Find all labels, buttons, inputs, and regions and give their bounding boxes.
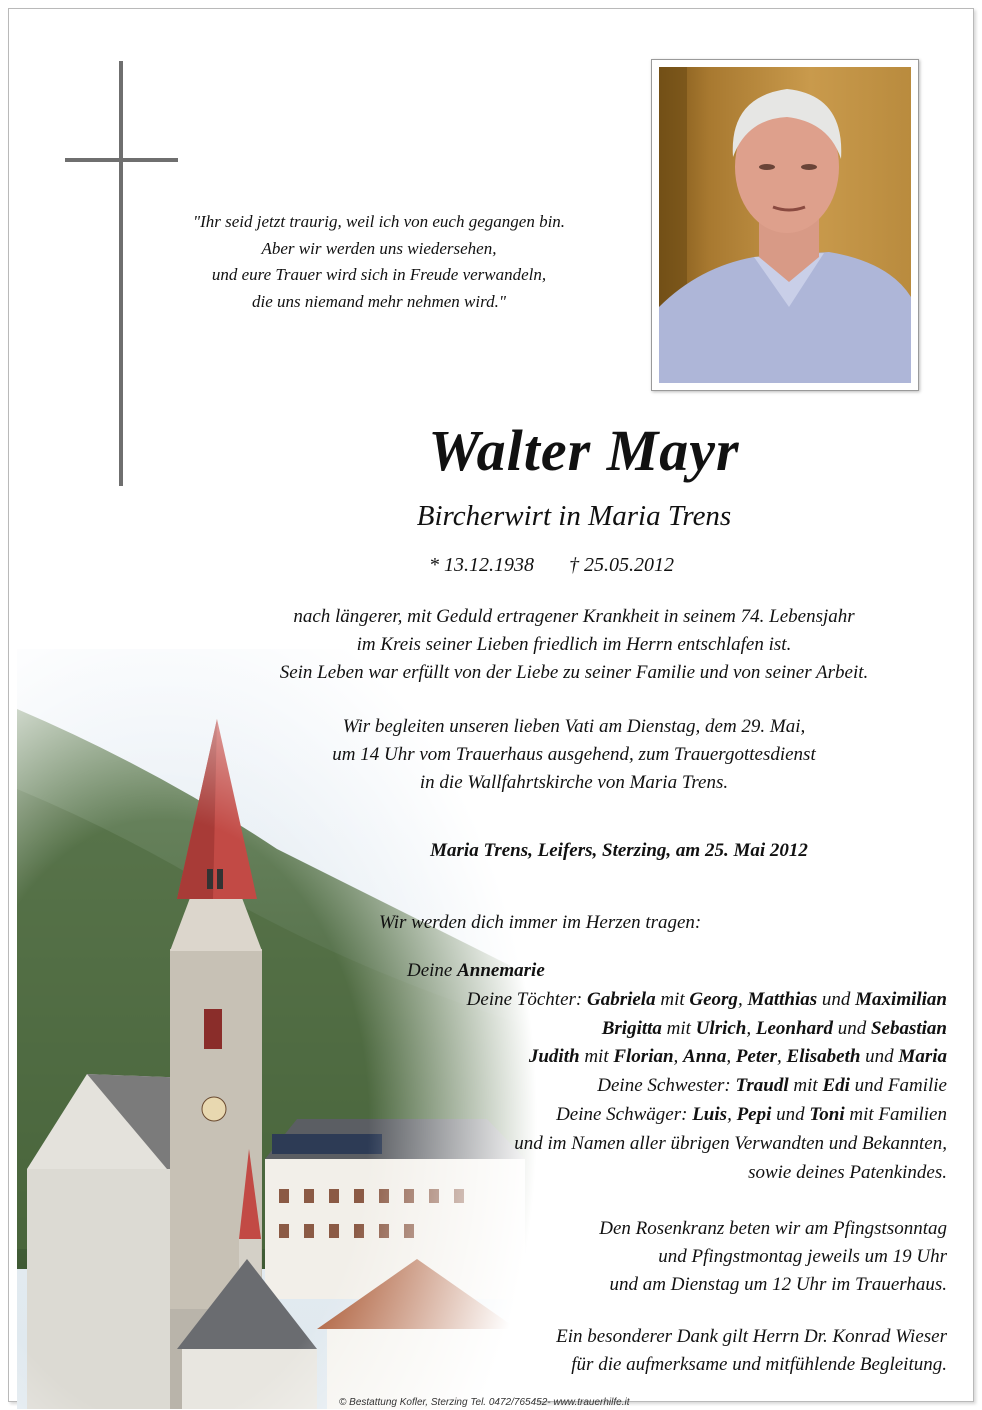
text-line: und Pfingstmontag jeweils um 19 Uhr [658,1246,947,1267]
life-dates [429,554,729,577]
mourner-line: Deine Annemarie [407,960,545,981]
mourner-line: Deine Schwäger: Luis, Pepi und Toni mit Familien [556,1103,947,1125]
text-line: für die aufmerksame und mitfühlende Begleitung. [571,1354,947,1375]
text-line: um 14 Uhr vom Trauerhaus ausgehend, zum Trauergottesdienst [332,744,816,765]
cross-vertical [119,61,123,486]
mourners-intro [379,912,701,934]
mourner-line: Brigitta mit Ulrich, Leonhard und Sebastian [601,1017,947,1039]
death-announcement [199,603,949,687]
text-line: Wir begleiten unseren lieben Vati am Dienstag, dem 29. Mai, [342,716,806,737]
mourner-line: Deine Schwester: Traudl mit Edi und Familie [597,1075,947,1097]
text-line: Den Rosenkranz beten wir am Pfingstsonntag [599,1218,947,1239]
mourner-line: sowie deines Patenkindes. [748,1161,947,1183]
cross-horizontal [65,158,178,162]
obituary-card [8,8,974,1408]
funeral-home-footer: © Bestattung Kofler, Sterzing Tel. 0472/765452- www.trauerhilfe.it [339,1397,630,1408]
text-line: und am Dienstag um 12 Uhr im Trauerhaus. [609,1274,947,1295]
mourner-line: Judith mit Florian, Anna, Peter, Elisabeth und Maria [528,1046,947,1068]
mourners-list [327,957,947,1187]
death-date: † 25.05.2012 [569,554,674,576]
deceased-name: Walter Mayr [428,418,740,483]
portrait-photo [659,67,911,383]
bible-quote [159,209,599,315]
deceased-occupation: Bircherwirt in Maria Trens [416,500,732,532]
place-and-date: Maria Trens, Leifers, Sterzing, am 25. Mai 2012 [430,840,808,861]
text-line: in die Wallfahrtskirche von Maria Trens. [419,772,729,793]
portrait-frame [651,59,919,391]
mourner-line: und im Namen aller übrigen Verwandten und Bekannten, [514,1132,947,1154]
text-line: Sein Leben war erfüllt von der Liebe zu seiner Familie und von seiner Arbeit. [279,662,869,683]
quote-line: "Ihr seid jetzt traurig, weil ich von euch gegangen bin. [192,212,566,231]
funeral-details [199,713,949,797]
quote-line: Aber wir werden uns wiedersehen, [261,238,497,258]
text-line: nach längerer, mit Geduld ertragener Krankheit in seinem 74. Lebensjahr [293,606,855,627]
text-line: Wir werden dich immer im Herzen tragen: [379,912,702,933]
thanks-note [347,1323,947,1379]
rosary-info [347,1215,947,1299]
quote-line: die uns niemand mehr nehmen wird." [252,291,506,311]
birth-date: * 13.12.1938 [429,554,534,576]
text-line: Ein besonderer Dank gilt Herrn Dr. Konrad Wieser [556,1326,947,1347]
mourner-line: Deine Töchter: Gabriela mit Georg, Matthias und Maximilian [466,988,947,1010]
quote-line: und eure Trauer wird sich in Freude verwandeln, [211,265,547,284]
text-line: im Kreis seiner Lieben friedlich im Herrn entschlafen ist. [356,634,792,655]
